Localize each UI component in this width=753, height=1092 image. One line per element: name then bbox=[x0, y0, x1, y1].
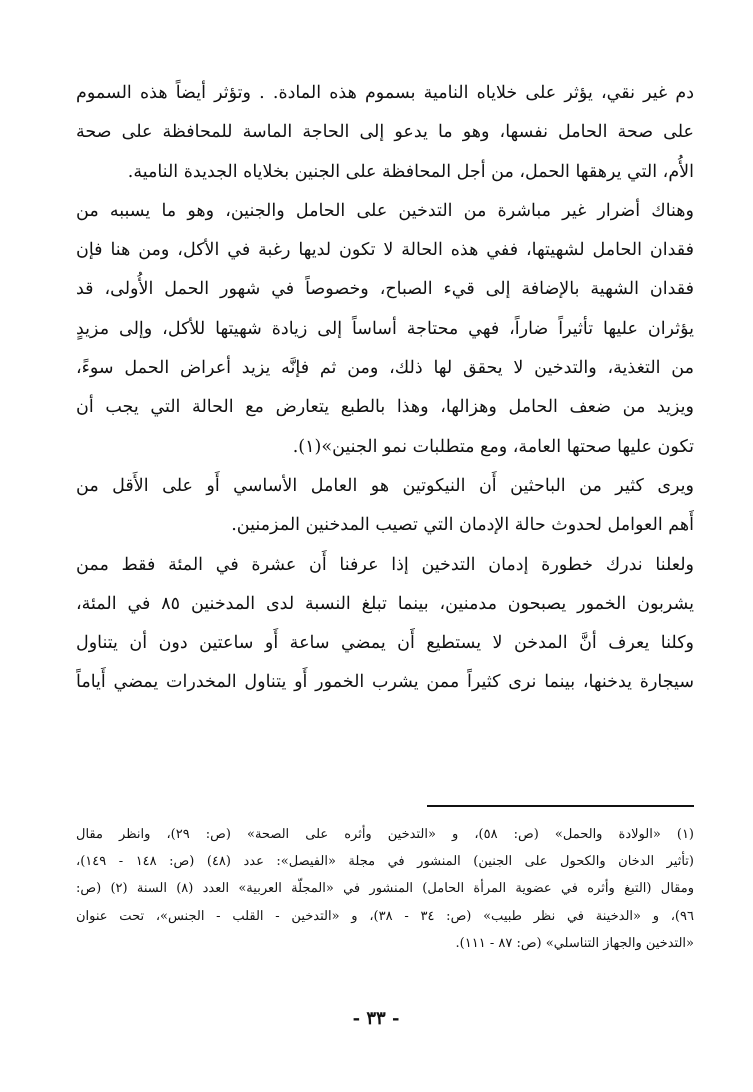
footnote-line: (١) «الولادة والحمل» (ص: ٥٨)، و «التدخين وأثره على الصحة» (ص: ٢٩)، وانظر مقال bbox=[76, 827, 694, 842]
footnotes bbox=[76, 821, 694, 957]
text-line: ويزيد من ضعف الحامل وهزالها، وهذا بالطبع يتعارض مع الحالة التي يجب أن bbox=[76, 397, 694, 418]
footnote-line: ومقال (التبغ وأثره في عضوية المرأة الحامل) المنشور في «المجلّة العربية» العدد (٨) السنة (٢) (ص: bbox=[76, 881, 694, 897]
text-line: وكلنا يعرف أنَّ المدخن لا يستطيع أَن يمضي ساعة أَو ساعتين دون أن يتناول bbox=[76, 633, 694, 654]
text-line: سيجارة يدخنها، بينما نرى كثيراً ممن يشرب الخمور أَو يتناول المخدرات يمضي أَياماً bbox=[76, 672, 694, 693]
text-line: ولعلنا ندرك خطورة إدمان التدخين إذا عرفنا أَن عشرة في المئة فقط ممن bbox=[76, 554, 694, 575]
text-line: على صحة الحامل نفسها، وهو ما يدعو إلى الحاجة الماسة للمحافظة على صحة bbox=[76, 122, 694, 143]
text-line: فقدان الحامل لشهيتها، ففي هذه الحالة لا تكون لديها رغبة في الأكل، ومن هنا فإن bbox=[76, 240, 694, 261]
page-number: - ٣٣ - bbox=[352, 1008, 400, 1029]
text-line: من التغذية، والتدخين لا يحقق لها ذلك، ومن ثم فإنَّه يزيد أعراض الحمل سوءً، bbox=[76, 358, 694, 379]
text-line: ويرى كثير من الباحثين أَن النيكوتين هو العامل الأساسي أَو على الأَقل من bbox=[76, 475, 694, 496]
text-line: تكون عليها صحتها العامة، ومع متطلبات نمو الجنين»(١). bbox=[292, 436, 694, 457]
text-line: دم غير نقي، يؤثر على خلاياه النامية بسموم هذه المادة. . وتؤثر أيضاً هذه السموم bbox=[76, 83, 694, 103]
footnote-line: ٩٦)، و «الدخينة في نظر طبيب» (ص: ٣٤ - ٣٨)، و «التدخين - القلب - الجنس»، تحت عنوان bbox=[76, 908, 694, 924]
footnote-separator bbox=[427, 805, 694, 807]
text-line: يؤثران عليها تأثيراً ضاراً، فهي محتاجة أساساً إلى زيادة شهيتها للأكل، وإلى مزيدٍ bbox=[76, 318, 694, 339]
main-text bbox=[76, 74, 694, 703]
text-line: يشربون الخمور يصبحون مدمنين، بينما تبلغ النسبة لدى المدخنين ٨٥ في المئة، bbox=[76, 593, 694, 614]
text-line: أَهم العوامل لحدوث حالة الإدمان التي تصيب المدخنين المزمنين. bbox=[231, 515, 694, 536]
text-line: وهناك أضرار غير مباشرة من التدخين على الحامل والجنين، وهو ما يسببه من bbox=[76, 200, 694, 221]
footnote-line: «التدخين والجهاز التناسلي» (ص: ٨٧ - ١١١). bbox=[455, 935, 694, 951]
text-line: الأُم، التي يرهقها الحمل، من أجل المحافظة على الجنين بخلاياه الجديدة النامية. bbox=[127, 161, 694, 182]
text-line: فقدان الشهية بالإضافة إلى قيء الصباح، وخصوصاً في شهور الحمل الأُولى، قد bbox=[76, 279, 694, 300]
footnote-line: (تأثير الدخان والكحول على الجنين) المنشور في مجلة «الفيصل»: عدد (٤٨) (ص: ١٤٨ - ١٤٩)، bbox=[76, 854, 694, 870]
